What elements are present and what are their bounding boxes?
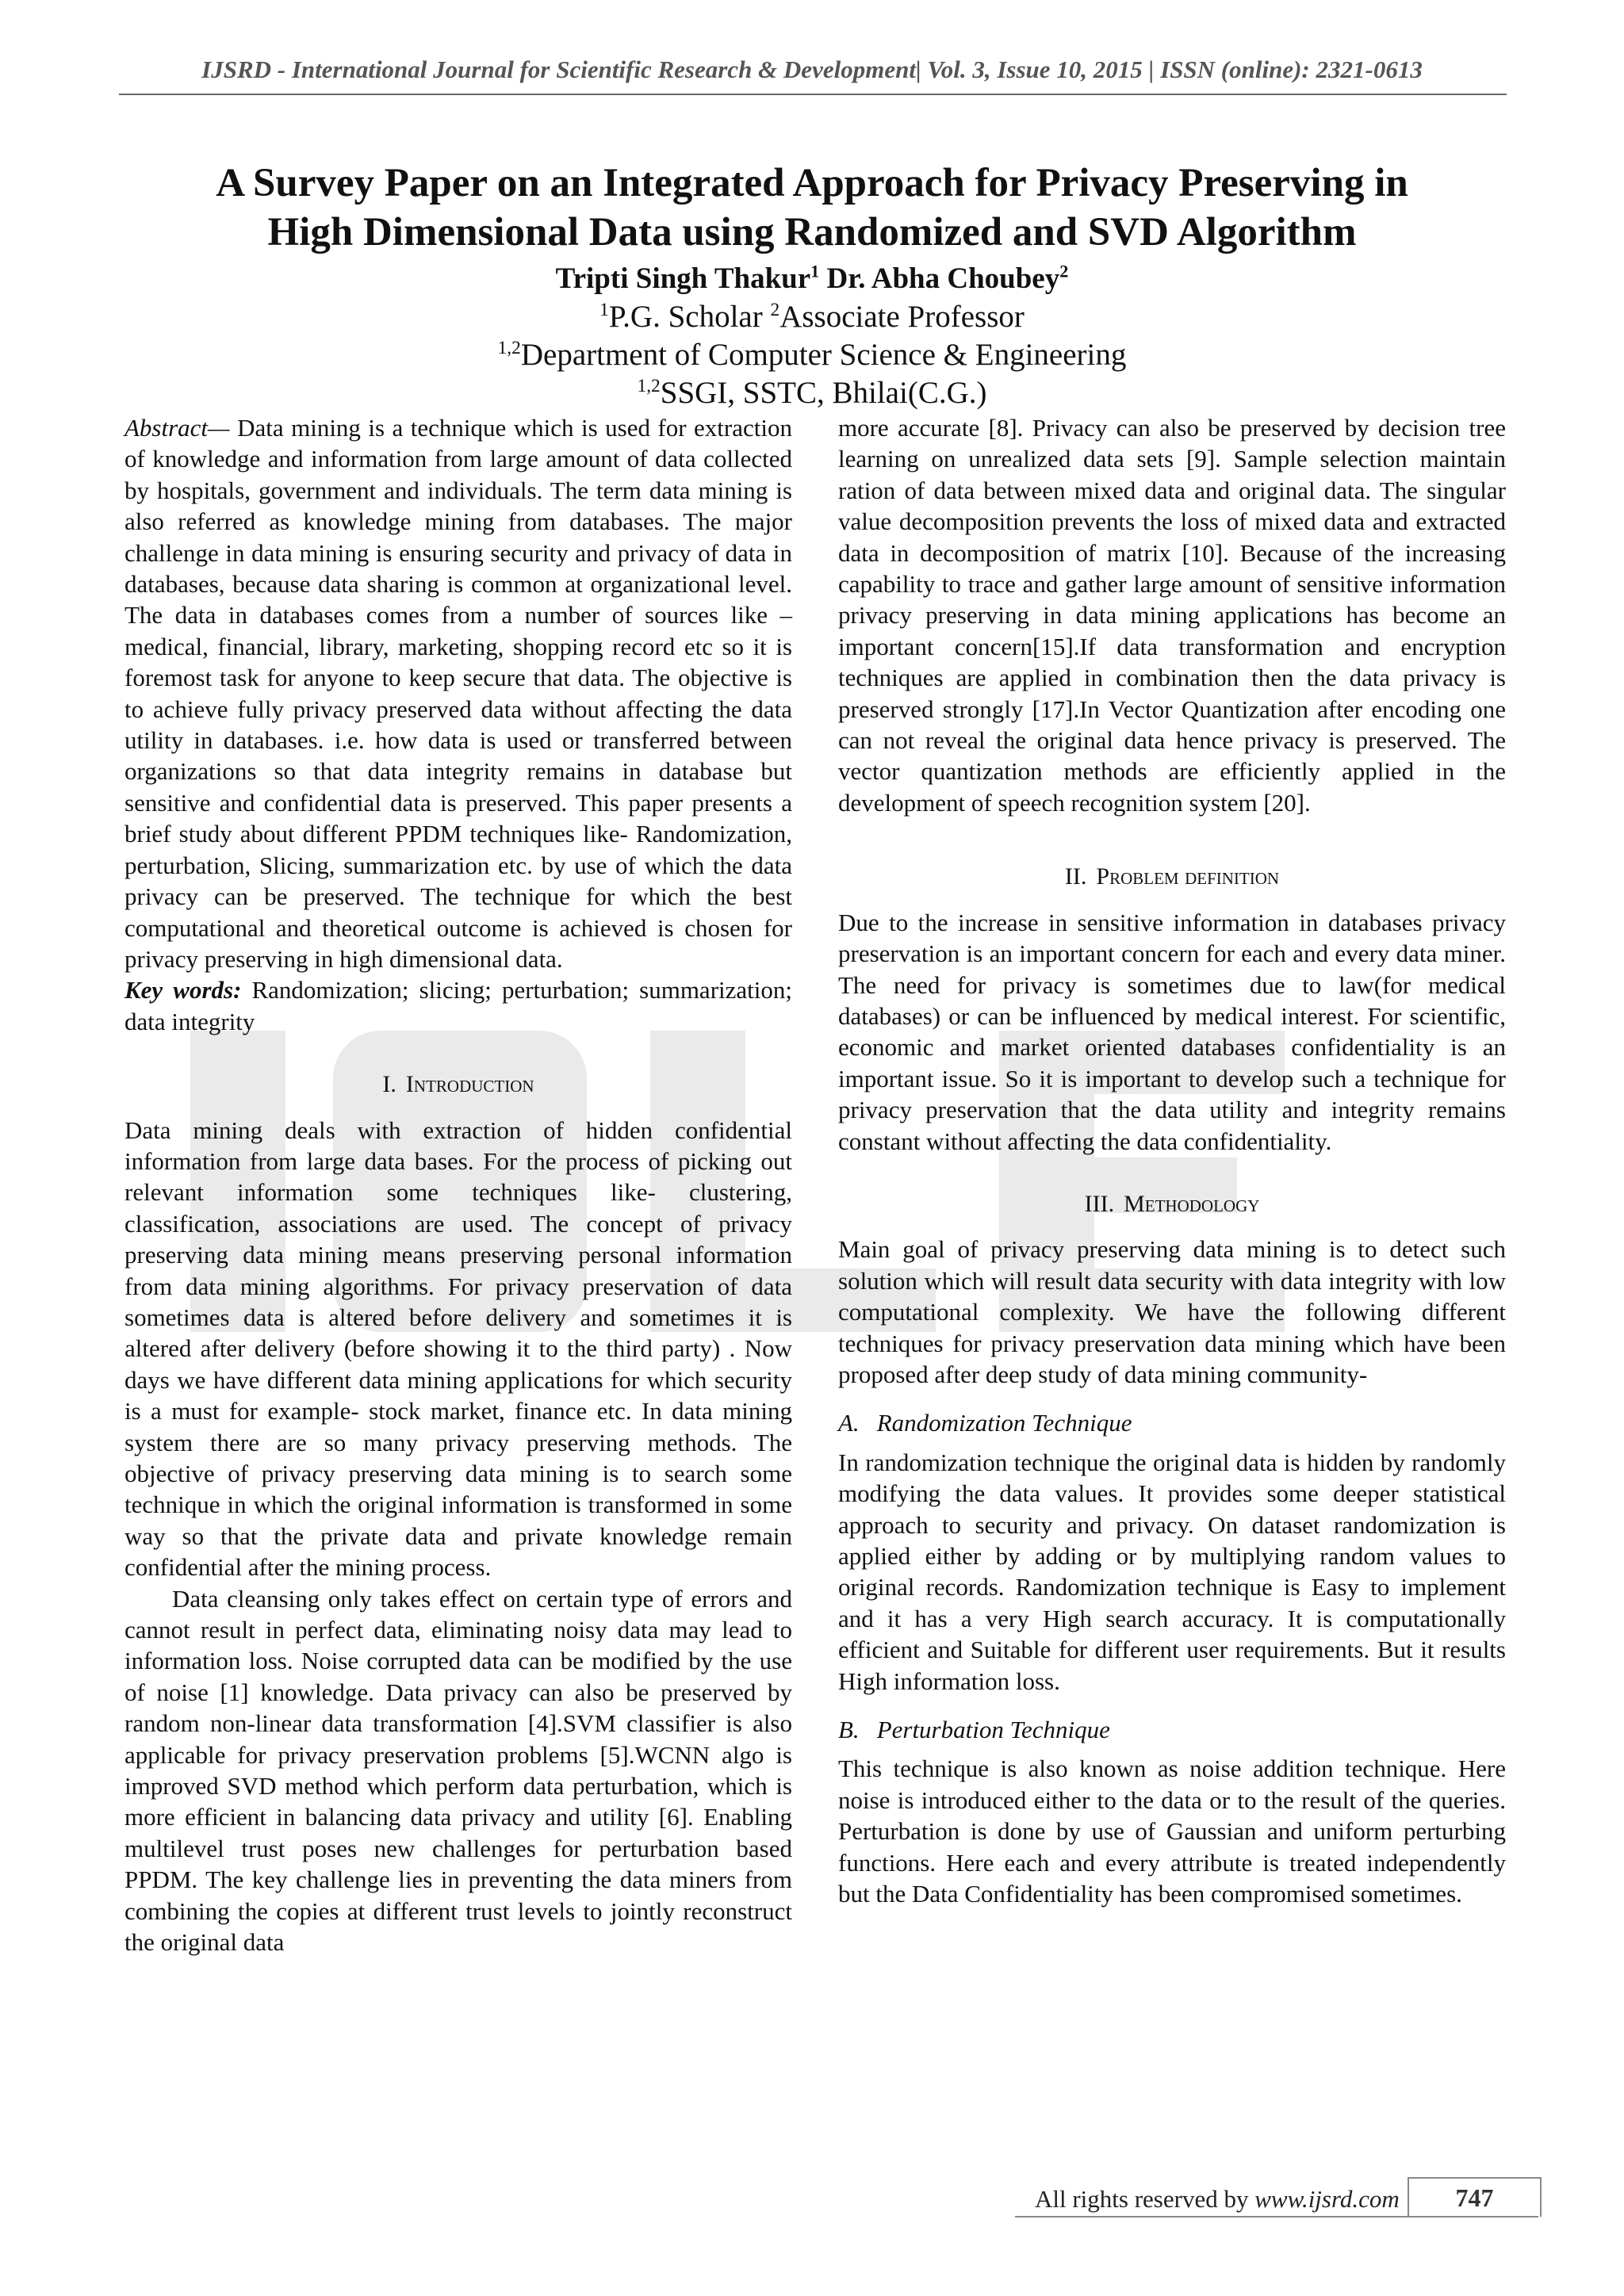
rights-text: All rights reserved by xyxy=(1035,2185,1255,2213)
section-heading-problem xyxy=(838,861,1506,892)
site-link[interactable]: www.ijsrd.com xyxy=(1254,2185,1400,2213)
role-text: Associate Professor xyxy=(779,300,1025,334)
affil-sup: 1,2 xyxy=(637,376,661,396)
section-title: Introduction xyxy=(405,1071,534,1098)
section-heading-introduction xyxy=(124,1069,792,1100)
affil-sup: 1 xyxy=(599,300,609,320)
institution-text: SSGI, SSTC, Bhilai(C.G.) xyxy=(660,376,987,410)
title-block xyxy=(0,159,1624,412)
subsection-title: Perturbation Technique xyxy=(876,1716,1110,1744)
subsection-heading-randomization xyxy=(838,1407,1506,1438)
paper-title xyxy=(0,159,1624,257)
randomization-paragraph: In randomization technique the original data is hidden by randomly modifying the data values. It provides some deeper statistical approach to security and privacy. On dataset randomization is applied either by adding or by multiplying random values to original records. Randomization technique is Easy to implement and it has a very High search accuracy. It is computationally efficient and Suitable for different user requirements. But it results High information loss. xyxy=(838,1448,1506,1695)
subsection-label: B. xyxy=(838,1716,860,1744)
section-title: Methodology xyxy=(1124,1190,1260,1217)
abstract-text: Data mining is a technique which is used for extraction of knowledge and information from large amount of data collected by hospitals, government and individuals. The term data mining is also referred as knowledge mining from databases. The major challenge in data mining is ensuring security and privacy of data in databases, because data sharing is common at organizational level. The data in databases comes from a number of sources like – medical, financial, library, marketing, shopping record etc so it is foremost task for anyone to keep secure that data. The objective is to achieve fully privacy preserved data without affecting the data utility in databases. i.e. how data is used or transferred between organizations so that data integrity remains in database but sensitive and confidential data is preserved. This paper presents a brief study about different PPDM techniques like- Randomization, perturbation, Slicing, summarization etc. by use of which the data privacy can be preserved. The technique for which the best computational and theoretical outcome is achieved is chosen for privacy preserving in high dimensional data. xyxy=(124,414,792,973)
right-column xyxy=(838,412,1506,1909)
keywords-text: Randomization; slicing; perturbation; summarization; data integrity xyxy=(124,976,792,1035)
author-name: Tripti Singh Thakur xyxy=(555,262,811,295)
abstract xyxy=(124,412,792,974)
intro-paragraph-1: Data mining deals with extraction of hidden confidential information from large data bases. For the process of picking out relevant information some techniques like- clustering, classification, associations are used. The concept of privacy preserving data mining means preserving personal information from data mining algorithms. For privacy preservation of data sometimes data is altered before delivery and sometimes it is altered after delivery (before showing it to the third party) . Now days we have different data mining applications for which security is a must for example- stock market, finance etc. In data mining system there are so many privacy preserving methods. The objective of privacy preserving data mining is to search some technique in which the original information is transformed in some way so that the private data and private knowledge remain confidential after the mining process. xyxy=(124,1115,792,1582)
problem-paragraph: Due to the increase in sensitive information in databases privacy preservation is an important concern for each and every data miner. The need for privacy is sometimes due to law(for medical databases) or can be influenced by medical interest. For scientific, economic and market oriented databases confidentiality is an important issue. So it is important to develop such a technique for privacy preservation that the data utility and integrity remains constant without affecting the data confidentiality. xyxy=(838,908,1506,1155)
subsection-title: Randomization Technique xyxy=(876,1409,1132,1437)
intro-paragraph-2: Data cleansing only takes effect on certain type of errors and cannot result in perfect data, eliminating noisy data may lead to information loss. Noise corrupted data can be modified by the use of noise [1] knowledge. Data privacy can also be preserved by random non-linear data transformation [4].SVM classifier is also applicable for privacy preservation problems [5].WCNN algo is improved SVD method which perform data perturbation, which is more efficient in balancing data privacy and utility [6]. Enabling multilevel trust poses new challenges for perturbation based PPDM. The key challenge lies in preventing the data miners from combining the copies at different trust levels to jointly reconstruct the original data xyxy=(124,1584,792,1957)
header-rule xyxy=(119,94,1507,95)
department-line xyxy=(0,336,1624,374)
author-sup: 2 xyxy=(1059,261,1069,281)
role-text: P.G. Scholar xyxy=(608,300,763,334)
subsection-label: A. xyxy=(838,1409,860,1437)
section-number: I. xyxy=(382,1071,396,1098)
perturbation-paragraph: This technique is also known as noise addition technique. Here noise is introduced either to the data or to the result of the queries. Perturbation is done by use of Gaussian and uniform perturbing functions. Here each and every attribute is treated independently but the Data Confidentiality has been compromised sometimes. xyxy=(838,1755,1506,1908)
intro-paragraph-3: more accurate [8]. Privacy can also be preserved by decision tree learning on unrealized data sets [9]. Sample selection maintain ration of data between mixed data and original data. The singular value decomposition prevents the loss of mixed data and extracted data in decomposition of matrix [10]. Because of the increasing capability to trace and gather large amount of sensitive information privacy preserving in data mining applications has become an important concern[15].If data transformation and encryption techniques are applied in combination then the data privacy is preserved strongly [17].In Vector Quantization after encoding one can not reveal the original data hence privacy is preserved. The vector quantization methods are efficiently applied in the development of speech recognition system [20]. xyxy=(838,414,1506,817)
subsection-heading-perturbation xyxy=(838,1714,1506,1745)
left-column xyxy=(124,412,792,1958)
affil-sup: 2 xyxy=(770,300,780,320)
abstract-label: Abstract— xyxy=(124,414,230,442)
keywords-label: Key words: xyxy=(124,976,242,1004)
author-roles xyxy=(0,298,1624,336)
author-name: Dr. Abha Choubey xyxy=(826,262,1060,295)
title-line-1: A Survey Paper on an Integrated Approach for Privacy Preserving in xyxy=(216,161,1408,205)
footer-rights xyxy=(1035,2185,1400,2214)
journal-header: IJSRD - International Journal for Scientific Research & Development| Vol. 3, Issue 10, 2015 | ISSN (online): 2321-0613 xyxy=(201,55,1423,83)
author-sup: 1 xyxy=(810,261,820,281)
institution-line xyxy=(0,374,1624,412)
title-line-2: High Dimensional Data using Randomized and SVD Algorithm xyxy=(267,210,1357,254)
methodology-paragraph: Main goal of privacy preserving data mining is to detect such solution which will result data security with data integrity with low computational complexity. We have the following different techniques for privacy preservation data mining which have been proposed after deep study of data mining community- xyxy=(838,1235,1506,1388)
section-heading-methodology xyxy=(838,1188,1506,1219)
keywords xyxy=(124,974,792,1037)
department-text: Department of Computer Science & Engineering xyxy=(520,338,1127,372)
section-title: Problem definition xyxy=(1096,863,1280,890)
section-number: III. xyxy=(1084,1190,1115,1217)
author-list xyxy=(0,260,1624,298)
affil-sup: 1,2 xyxy=(497,338,521,358)
section-number: II. xyxy=(1064,863,1087,890)
page-number: 747 xyxy=(1408,2177,1542,2217)
